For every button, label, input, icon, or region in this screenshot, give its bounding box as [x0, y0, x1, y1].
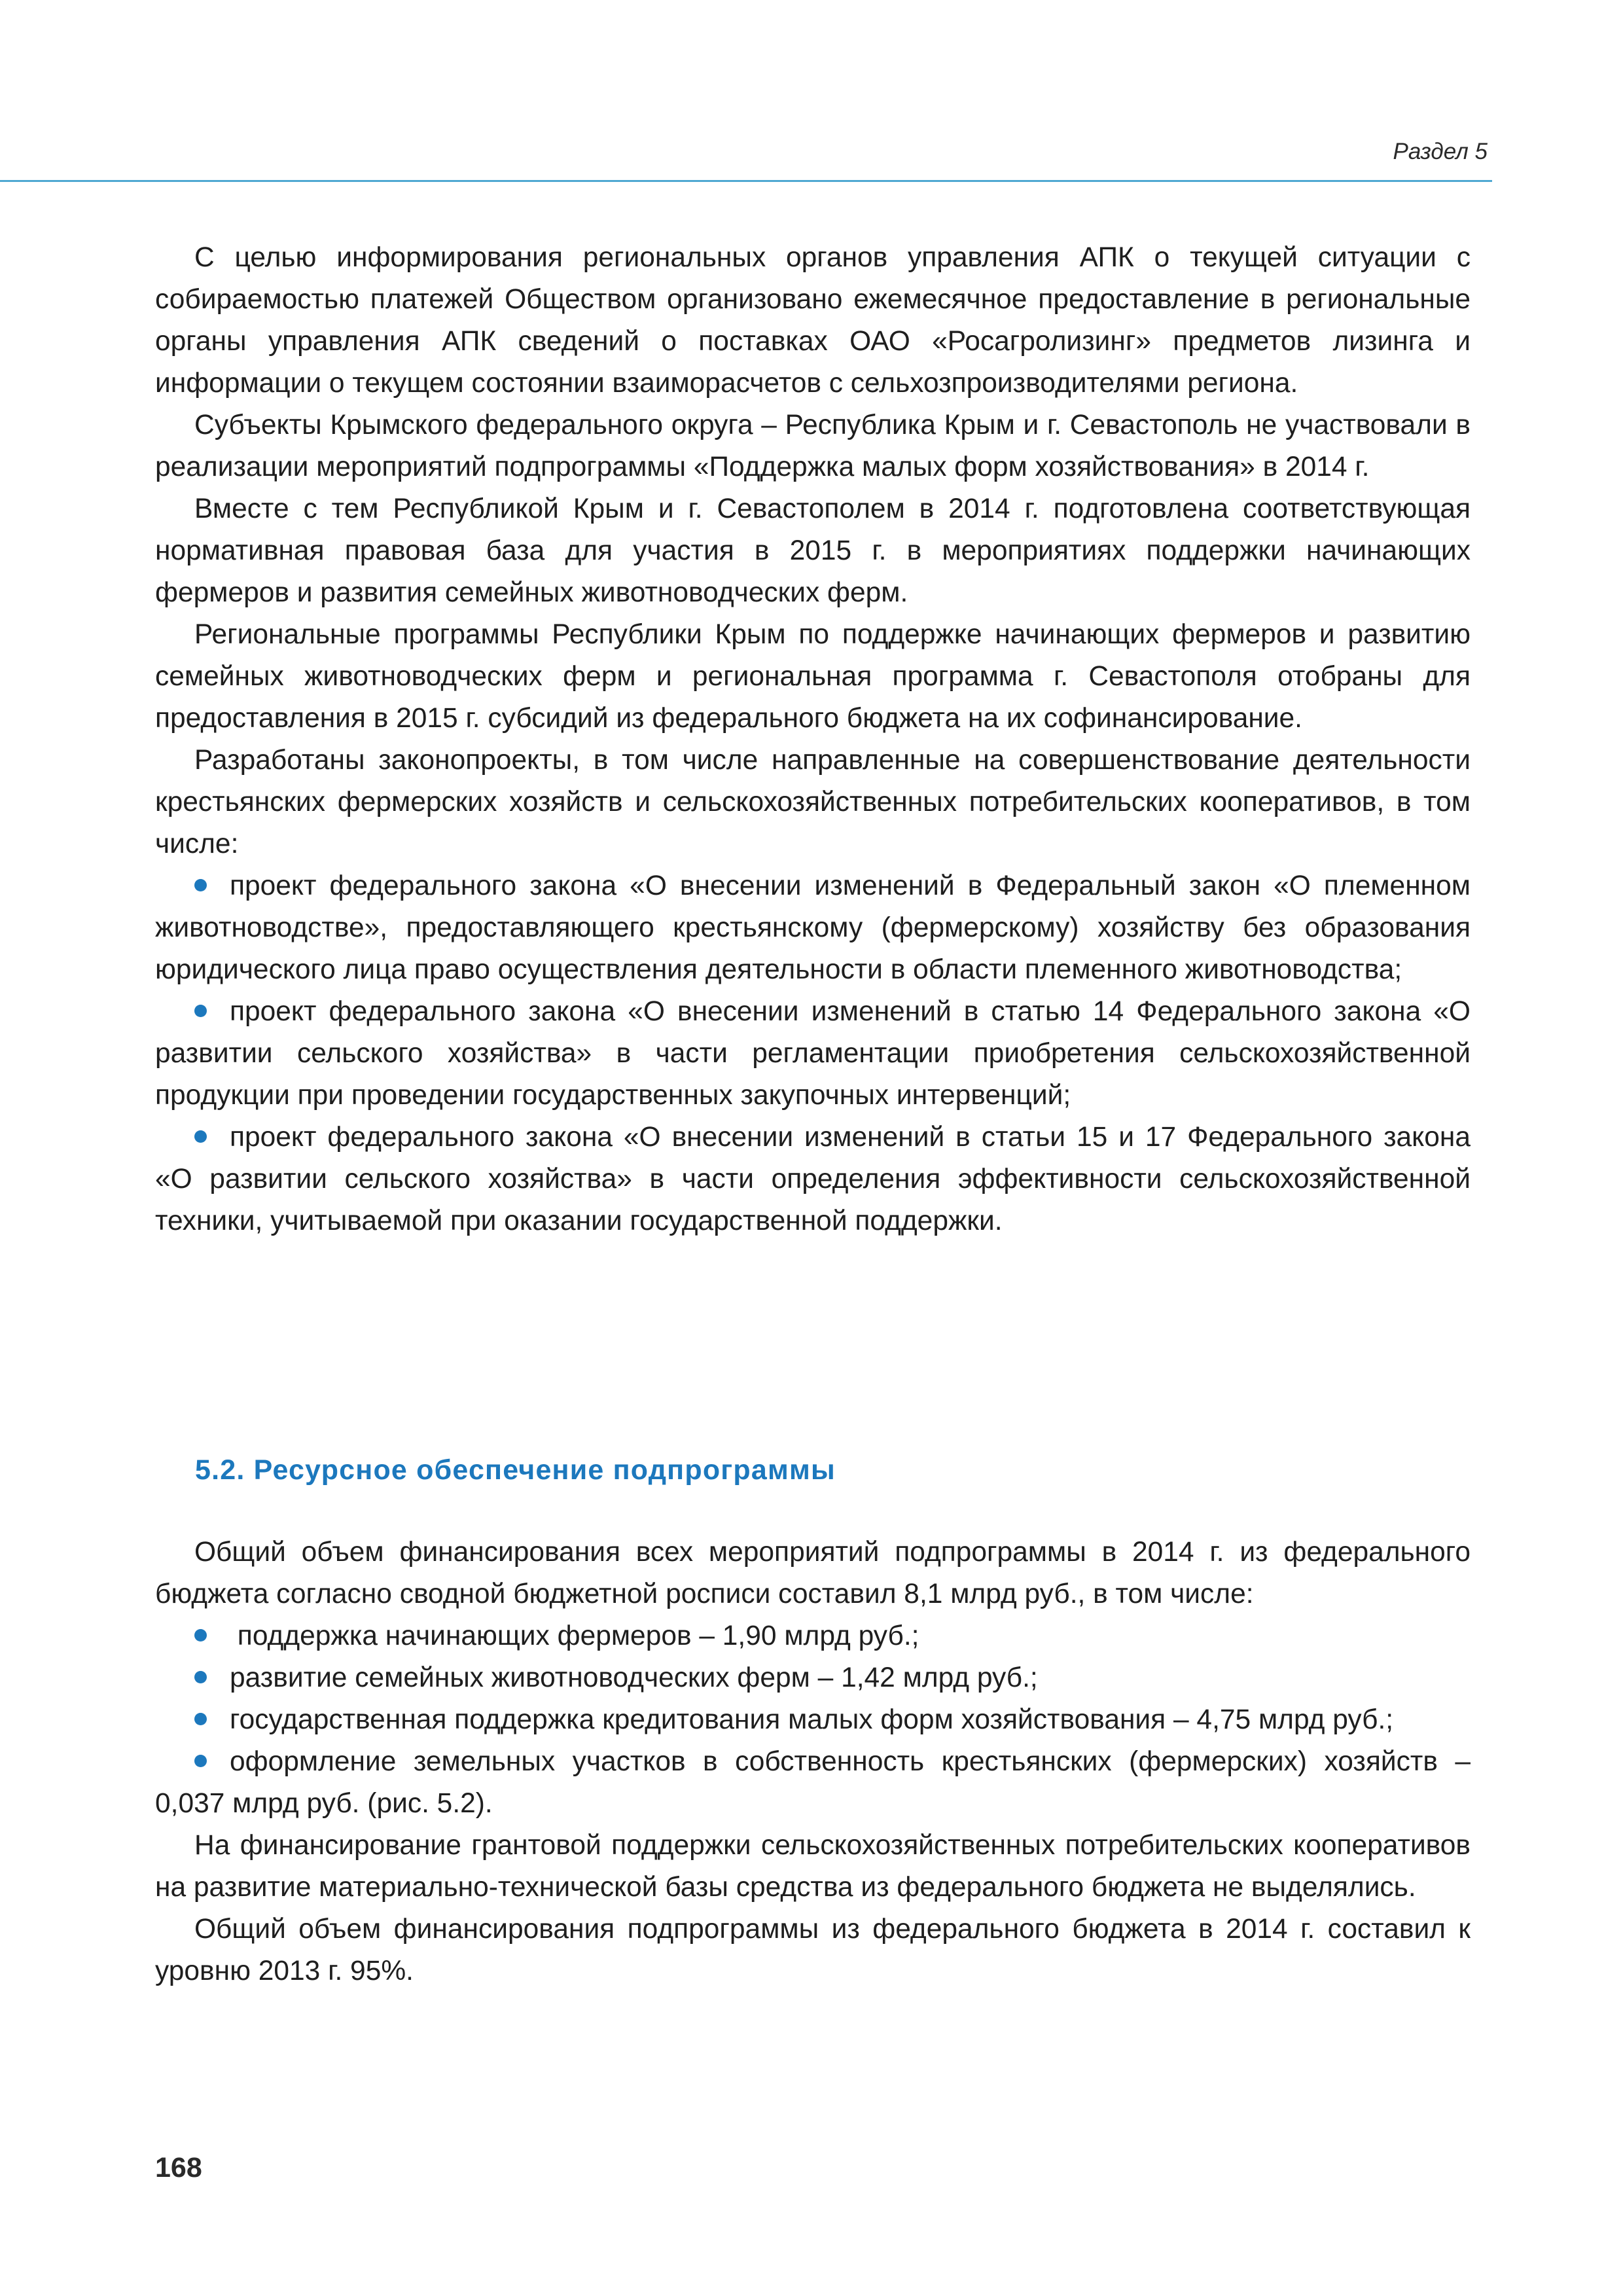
- paragraph: Региональные программы Республики Крым по поддержке начинающих фермеров и развитию семейных животноводческих ферм и региональная программа г. Севастополя отобраны для предоставления в 2015 г. субсидий из федерального бюджета на их софинансирование.: [155, 619, 1471, 734]
- bullet-icon: [194, 1713, 207, 1725]
- bullet-icon: [194, 1755, 207, 1767]
- list-item-text: проект федерального закона «О внесении изменений в статьи 15 и 17 Федерального закона «О развитии сельского хозяйства» в части определения эффективности сельскохозяйственной техники, учитываемой при оказании государственной поддержки.: [155, 1122, 1471, 1236]
- list-item-text: поддержка начинающих фермеров – 1,90 млрд руб.;: [230, 1621, 919, 1651]
- paragraph: С целью информирования региональных органов управления АПК о текущей ситуации с собираемостью платежей Обществом организовано ежемесячное предоставление в региональные органы управления АПК сведений о поставках ОАО «Росагролизинг» предметов лизинга и информации о текущем состоянии взаиморасчетов с сельхозпроизводителями региона.: [155, 242, 1471, 399]
- list-item-text: развитие семейных животноводческих ферм – 1,42 млрд руб.;: [230, 1662, 1038, 1693]
- section-label: Раздел 5: [1393, 139, 1488, 164]
- section-body: [155, 1532, 1471, 1992]
- list-item: [155, 1615, 1471, 1657]
- paragraph: Субъекты Крымского федерального округа – Республика Крым и г. Севастополь не участвовали в реализации мероприятий подпрограммы «Поддержка малых форм хозяйствования» в 2014 г.: [155, 410, 1471, 482]
- list-item-text: проект федерального закона «О внесении изменений в Федеральный закон «О племенном животноводстве», предоставляющего крестьянскому (фермерскому) хозяйству без образования юридического лица право осуществления деятельности в области племенного животноводства;: [155, 870, 1471, 985]
- list-item: [155, 1741, 1471, 1825]
- paragraph: Вместе с тем Республикой Крым и г. Севастополем в 2014 г. подготовлена соответствующая нормативная правовая база для участия в 2015 г. в мероприятиях поддержки начинающих фермеров и развития семейных животноводческих ферм.: [155, 493, 1471, 608]
- list-item: [155, 991, 1471, 1117]
- bullet-icon: [194, 879, 207, 891]
- list-item: [155, 1117, 1471, 1242]
- paragraph: На финансирование грантовой поддержки сельскохозяйственных потребительских кооперативов на развитие материально-технической базы средства из федерального бюджета не выделялись.: [155, 1830, 1471, 1903]
- list-item: [155, 865, 1471, 991]
- list-item-text: проект федерального закона «О внесении изменений в статью 14 Федерального закона «О развитии сельского хозяйства» в части регламентации приобретения сельскохозяйственной продукции при проведении государственных закупочных интервенций;: [155, 996, 1471, 1111]
- list-item-text: оформление земельных участков в собственность крестьянских (фермерских) хозяйств – 0,037 млрд руб. (рис. 5.2).: [155, 1746, 1471, 1819]
- list-item: [155, 1657, 1471, 1699]
- header-rule: [0, 180, 1492, 182]
- body-text: [155, 237, 1471, 1242]
- page-number: 168: [155, 2152, 202, 2183]
- paragraph: Разработаны законопроекты, в том числе направленные на совершенствование деятельности крестьянских фермерских хозяйств и сельскохозяйственных потребительских кооперативов, в том числе:: [155, 745, 1471, 859]
- paragraph: Общий объем финансирования всех мероприятий подпрограммы в 2014 г. из федерального бюджета согласно сводной бюджетной росписи составил 8,1 млрд руб., в том числе:: [155, 1537, 1471, 1609]
- section-heading: 5.2. Ресурсное обеспечение подпрограммы: [195, 1454, 836, 1486]
- bullet-icon: [194, 1130, 207, 1143]
- paragraph: Общий объем финансирования подпрограммы из федерального бюджета в 2014 г. составил к уровню 2013 г. 95%.: [155, 1914, 1471, 1986]
- bullet-icon: [194, 1629, 207, 1641]
- list-item: [155, 1699, 1471, 1741]
- bullet-icon: [194, 1005, 207, 1017]
- list-item-text: государственная поддержка кредитования малых форм хозяйствования – 4,75 млрд руб.;: [230, 1704, 1394, 1735]
- bullet-icon: [194, 1671, 207, 1683]
